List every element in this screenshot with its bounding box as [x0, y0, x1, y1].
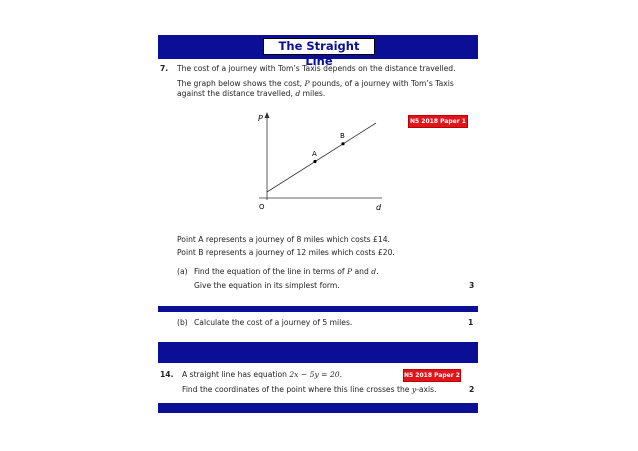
- part-b-marks: 1: [468, 318, 474, 327]
- part-a-text: Find the equation of the line in terms of: [194, 267, 347, 276]
- cost-distance-graph: [250, 110, 390, 215]
- point-b-statement: Point B represents a journey of 12 miles which costs £20.: [177, 248, 395, 257]
- cost-line: [267, 123, 376, 192]
- past-paper-badge-q14: N5 2018 Paper 2: [403, 369, 461, 382]
- graph-text-3: against the distance travelled,: [177, 89, 296, 98]
- point-a-label: A: [312, 150, 317, 158]
- q14-text: A straight line has equation: [182, 370, 290, 379]
- question-7-intro: The cost of a journey with Tom’s Taxis depends on the distance travelled.: [177, 64, 456, 73]
- q14-line2-end: -axis.: [416, 385, 437, 394]
- past-paper-badge-q7: N5 2018 Paper 1: [408, 115, 468, 128]
- part-a-and: and: [352, 267, 372, 276]
- graph-text-2: pounds, of a journey with Tom’s Taxis: [309, 79, 454, 88]
- graph-text-4: miles.: [300, 89, 326, 98]
- q14-text-end: .: [339, 370, 343, 379]
- q14-equation: 2x − 5y = 20: [289, 370, 340, 379]
- point-b: [341, 142, 344, 145]
- part-a-label: (a): [177, 267, 188, 276]
- x-axis-label: d: [376, 203, 382, 212]
- question-14-line-2: [182, 385, 437, 395]
- question-14-number: 14.: [160, 370, 174, 379]
- variable-d: d: [295, 89, 301, 98]
- part-a-variable-p: P: [346, 267, 353, 276]
- part-b-question: Calculate the cost of a journey of 5 miles.: [194, 318, 353, 327]
- part-a-question: [194, 267, 379, 277]
- part-a-end: .: [376, 267, 379, 276]
- separator-band-1: [158, 306, 478, 312]
- graph-text-1: The graph below shows the cost,: [177, 79, 305, 88]
- question-14-marks: 2: [469, 385, 475, 394]
- y-axis-label: P: [258, 114, 263, 123]
- point-b-label: B: [340, 132, 345, 140]
- footer-band: [158, 403, 478, 413]
- part-a-marks: 3: [469, 281, 475, 290]
- origin-label: O: [259, 203, 265, 211]
- part-b-label: (b): [177, 318, 188, 327]
- part-a-variable-d: d: [371, 267, 377, 276]
- separator-band-2: [158, 342, 478, 363]
- question-7-number: 7.: [160, 64, 169, 73]
- y-axis-arrow: [265, 112, 270, 118]
- q14-variable-y: y: [411, 385, 417, 394]
- q14-line2-text: Find the coordinates of the point where this line crosses the: [182, 385, 412, 394]
- question-14-statement: [182, 370, 342, 380]
- part-a-line-2: Give the equation in its simplest form.: [194, 281, 340, 290]
- page-title: The Straight Line: [263, 38, 375, 55]
- question-7-graph-description: [177, 79, 454, 89]
- variable-p: P: [304, 79, 310, 88]
- question-7-graph-description-2: [177, 89, 325, 99]
- point-a: [313, 160, 316, 163]
- point-a-statement: Point A represents a journey of 8 miles which costs £14.: [177, 235, 390, 244]
